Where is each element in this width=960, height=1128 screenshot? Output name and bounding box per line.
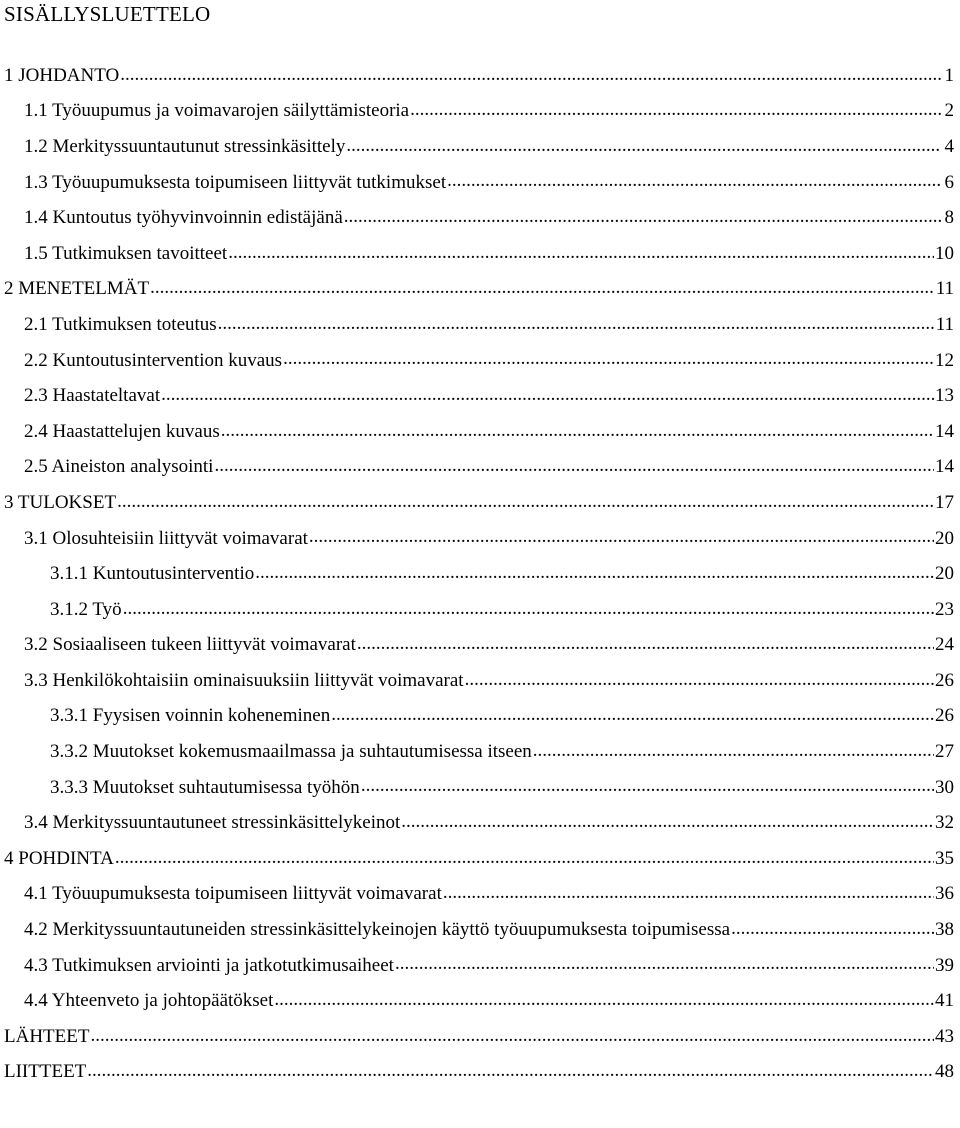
toc-entry-label: 2.1 Tutkimuksen toteutus: [24, 313, 217, 335]
toc-entry-label: 2.4 Haastattelujen kuvaus: [24, 420, 220, 442]
toc-entry-page-number: 13: [935, 385, 954, 407]
dot-leader: [150, 276, 935, 300]
toc-entry-label: 4.2 Merkityssuuntautuneiden stressinkäsittelykeinojen käyttö työuupumuksesta toipumisessa: [24, 919, 731, 941]
toc-entry-label: 2.5 Aineiston analysointi: [24, 456, 214, 478]
toc-entry[interactable]: [0, 912, 960, 948]
toc-entry-page-number: 38: [935, 919, 954, 941]
toc-entry-page-number: 35: [935, 847, 954, 869]
toc-entry-page-number: 39: [935, 954, 954, 976]
toc-entry[interactable]: [0, 628, 960, 664]
dot-leader: [115, 846, 934, 870]
toc-entry[interactable]: [0, 1055, 960, 1091]
toc-entry-label: 3.1.1 Kuntoutusinterventio: [50, 563, 255, 585]
toc-entry-label: 3.3 Henkilökohtaisiin ominaisuuksiin liittyvät voimavarat: [24, 669, 464, 691]
toc-entry[interactable]: [0, 307, 960, 343]
toc-entry-label: 4.1 Työuupumuksesta toipumiseen liittyvät voimavarat: [24, 883, 442, 905]
toc-entry[interactable]: [0, 58, 960, 94]
toc-entry[interactable]: [0, 236, 960, 272]
toc-entry-label: 3.1.2 Työ: [50, 598, 122, 620]
dot-leader: [361, 774, 934, 798]
toc-entry-page-number: 20: [935, 527, 954, 549]
dot-leader: [346, 134, 941, 158]
toc-entry-page-number: 36: [935, 883, 954, 905]
dot-leader: [401, 810, 934, 834]
toc-entry[interactable]: [0, 983, 960, 1019]
toc-entry-label: 2 MENETELMÄT: [4, 278, 150, 300]
toc-entry-label: 1.1 Työuupumus ja voimavarojen säilyttämisteoria: [24, 100, 410, 122]
toc-entry-label: 2.3 Haastateltavat: [24, 385, 161, 407]
toc-entry-label: 2.2 Kuntoutusintervention kuvaus: [24, 349, 283, 371]
toc-entry-page-number: 43: [935, 1025, 954, 1047]
toc-entry-page-number: 8: [944, 207, 954, 229]
toc-entry[interactable]: [0, 770, 960, 806]
dot-leader: [274, 988, 934, 1012]
toc-entry-label: 1.4 Kuntoutus työhyvinvoinnin edistäjänä: [24, 207, 343, 229]
toc-entry-page-number: 20: [935, 563, 954, 585]
toc-entry-page-number: 41: [935, 990, 954, 1012]
toc-entry-label: 1 JOHDANTO: [4, 64, 120, 86]
toc-entry-label: LÄHTEET: [4, 1025, 90, 1047]
dot-leader: [309, 525, 934, 549]
toc-entry-label: 1.3 Työuupumuksesta toipumiseen liittyvät tutkimukset: [24, 171, 447, 193]
toc-entry-page-number: 10: [935, 242, 954, 264]
toc-entry-page-number: 14: [935, 420, 954, 442]
toc-entry-page-number: 4: [944, 135, 954, 157]
toc-entry-page-number: 30: [935, 776, 954, 798]
toc-entry[interactable]: [0, 805, 960, 841]
dot-leader: [218, 312, 935, 336]
dot-leader: [221, 419, 934, 443]
toc-entry-page-number: 23: [935, 598, 954, 620]
toc-entry[interactable]: [0, 592, 960, 628]
toc-entry-page-number: 11: [935, 278, 954, 300]
toc-entry[interactable]: [0, 699, 960, 735]
toc-entry[interactable]: [0, 272, 960, 308]
dot-leader: [410, 98, 941, 122]
toc-entry-label: 4 POHDINTA: [4, 847, 114, 869]
toc-entry-page-number: 27: [935, 741, 954, 763]
toc-entry-label: 1.5 Tutkimuksen tavoitteet: [24, 242, 228, 264]
dot-leader: [731, 917, 934, 941]
toc-entry-label: 4.4 Yhteenveto ja johtopäätökset: [24, 990, 274, 1012]
toc-entry-label: 1.2 Merkityssuuntautunut stressinkäsittely: [24, 135, 346, 157]
dot-leader: [344, 205, 941, 229]
dot-leader: [533, 739, 934, 763]
toc-entry[interactable]: [0, 129, 960, 165]
toc-entry[interactable]: [0, 521, 960, 557]
dot-leader: [447, 169, 941, 193]
toc-entry-page-number: 1: [944, 64, 954, 86]
toc-entry[interactable]: [0, 343, 960, 379]
dot-leader: [123, 597, 934, 621]
dot-leader: [120, 63, 941, 87]
dot-leader: [357, 632, 934, 656]
toc-entry-page-number: 32: [935, 812, 954, 834]
dot-leader: [228, 241, 934, 265]
dot-leader: [465, 668, 934, 692]
dot-leader: [443, 881, 934, 905]
toc-entry[interactable]: [0, 663, 960, 699]
dot-leader: [395, 952, 934, 976]
toc-entry[interactable]: [0, 734, 960, 770]
toc-entry[interactable]: [0, 165, 960, 201]
dot-leader: [214, 454, 934, 478]
toc-entry-label: 3.2 Sosiaaliseen tukeen liittyvät voimavarat: [24, 634, 356, 656]
toc-entry-page-number: 2: [944, 100, 954, 122]
toc-entry-page-number: 14: [935, 456, 954, 478]
toc-entry-page-number: 6: [944, 171, 954, 193]
dot-leader: [331, 703, 934, 727]
dot-leader: [255, 561, 934, 585]
toc-entry-page-number: 26: [935, 705, 954, 727]
table-of-contents: [0, 58, 960, 1090]
dot-leader: [87, 1059, 934, 1083]
toc-entry-page-number: 24: [935, 634, 954, 656]
toc-entry[interactable]: [0, 948, 960, 984]
toc-entry-label: 3.4 Merkityssuuntautuneet stressinkäsittelykeinot: [24, 812, 401, 834]
toc-entry[interactable]: [0, 1019, 960, 1055]
toc-entry[interactable]: [0, 94, 960, 130]
toc-entry-page-number: 12: [935, 349, 954, 371]
toc-entry[interactable]: [0, 485, 960, 521]
toc-entry-label: LIITTEET: [4, 1061, 87, 1083]
toc-entry-page-number: 11: [935, 313, 954, 335]
toc-entry[interactable]: [0, 556, 960, 592]
toc-entry-page-number: 17: [935, 491, 954, 513]
dot-leader: [283, 347, 934, 371]
toc-entry[interactable]: [0, 378, 960, 414]
toc-entry[interactable]: [0, 450, 960, 486]
toc-entry-page-number: 26: [935, 669, 954, 691]
toc-entry[interactable]: [0, 414, 960, 450]
toc-entry-page-number: 48: [935, 1061, 954, 1083]
toc-entry[interactable]: [0, 200, 960, 236]
dot-leader: [117, 490, 934, 514]
page-title: SISÄLLYSLUETTELO: [4, 2, 211, 26]
toc-entry-label: 3.1 Olosuhteisiin liittyvät voimavarat: [24, 527, 308, 549]
dot-leader: [90, 1024, 934, 1048]
toc-entry[interactable]: [0, 877, 960, 913]
toc-entry-label: 3.3.2 Muutokset kokemusmaailmassa ja suhtautumisessa itseen: [50, 741, 532, 763]
toc-entry[interactable]: [0, 841, 960, 877]
toc-entry-label: 3.3.1 Fyysisen voinnin koheneminen: [50, 705, 331, 727]
toc-entry-label: 3.3.3 Muutokset suhtautumisessa työhön: [50, 776, 360, 798]
toc-entry-label: 4.3 Tutkimuksen arviointi ja jatkotutkimusaiheet: [24, 954, 394, 976]
toc-entry-label: 3 TULOKSET: [4, 491, 117, 513]
dot-leader: [161, 383, 934, 407]
